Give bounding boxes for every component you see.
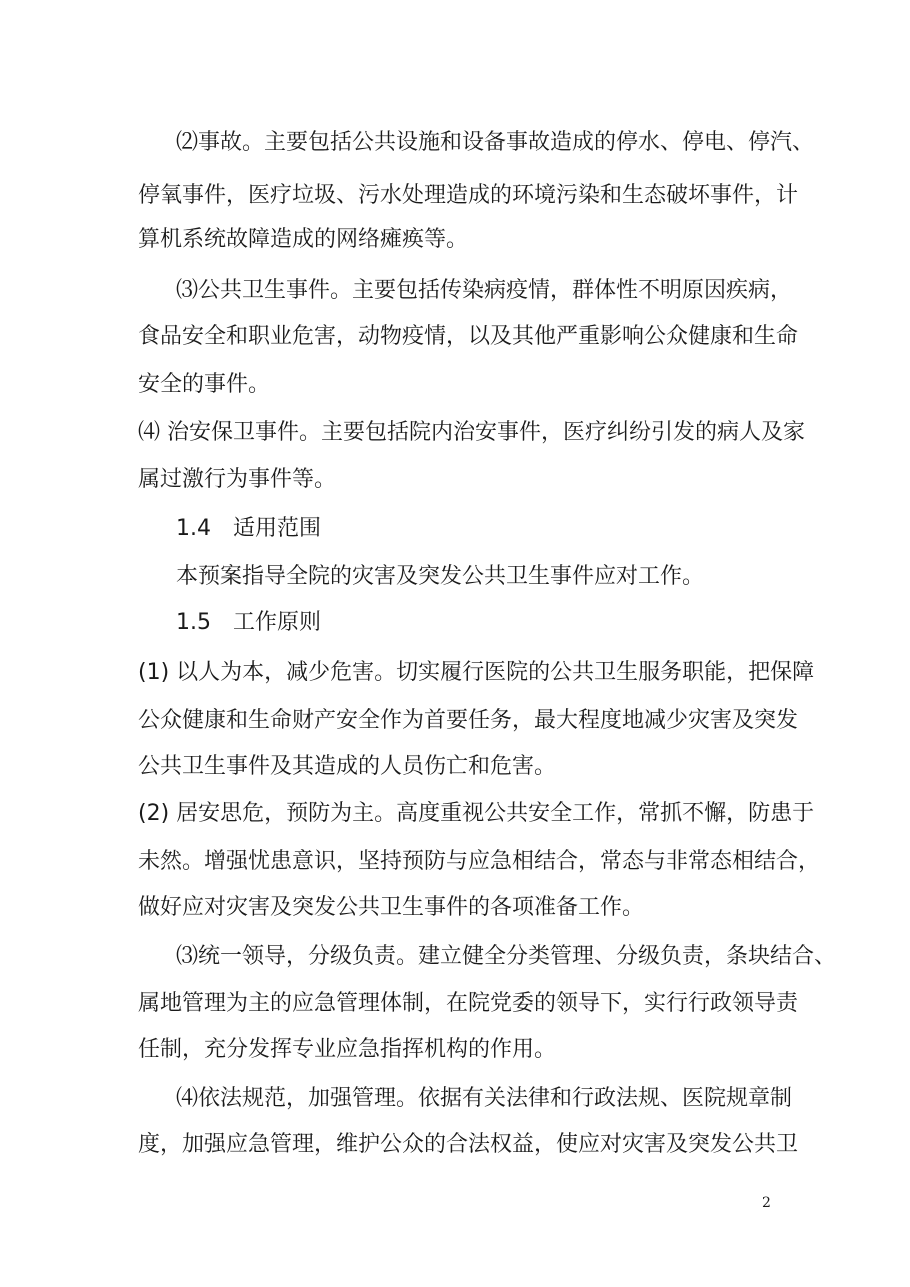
text-line: 本预案指导全院的灾害及突发公共卫生事件应对工作。 — [176, 564, 705, 589]
text-line: 属地管理为主的应急管理体制，在院党委的领导下，实行行政领导责 — [138, 991, 799, 1016]
text-line: 停氧事件，医疗垃圾、污水处理造成的环境污染和生态破坏事件，计 — [138, 183, 799, 208]
text-line: (2) 居安思危，预防为主。高度重视公共安全工作，常抓不懈，防患于 — [138, 801, 815, 826]
text-line: ⑵事故。主要包括公共设施和设备事故造成的停水、停电、停汽、 — [176, 130, 815, 155]
text-line: 度，加强应急管理，维护公众的合法权益，使应对灾害及突发公共卫 — [138, 1132, 799, 1157]
text-line: ⑶公共卫生事件。主要包括传染病疫情，群体性不明原因疾病， — [176, 278, 793, 303]
text-line: (1) 以人为本，减少危害。切实履行医院的公共卫生服务职能，把保障 — [138, 660, 815, 685]
text-line: ⑷依法规范，加强管理。依据有关法律和行政法规、医院规章制 — [176, 1086, 793, 1111]
text-line: ⑷ 治安保卫事件。主要包括院内治安事件，医疗纠纷引发的病人及家 — [138, 420, 805, 445]
text-line: 安全的事件。 — [138, 372, 271, 397]
section-heading: 1.4 适用范围 — [176, 516, 321, 541]
text-line: 算机系统故障造成的网络瘫痪等。 — [138, 227, 469, 252]
page-number: 2 — [762, 1195, 771, 1211]
text-line: 做好应对灾害及突发公共卫生事件的各项准备工作。 — [138, 895, 645, 920]
text-line: 任制，充分发挥专业应急指挥机构的作用。 — [138, 1037, 557, 1062]
text-line: ⑶统一领导，分级负责。建立健全分类管理、分级负责，条块结合、 — [176, 944, 837, 969]
text-line: 属过激行为事件等。 — [138, 467, 337, 492]
text-line: 公众健康和生命财产安全作为首要任务，最大程度地减少灾害及突发 — [138, 708, 799, 733]
text-line: 食品安全和职业危害，动物疫情，以及其他严重影响公众健康和生命 — [138, 324, 799, 349]
text-line: 公共卫生事件及其造成的人员伤亡和危害。 — [138, 754, 557, 779]
section-heading: 1.5 工作原则 — [176, 610, 321, 635]
text-line: 未然。增强忧患意识，坚持预防与应急相结合，常态与非常态相结合， — [138, 849, 821, 874]
